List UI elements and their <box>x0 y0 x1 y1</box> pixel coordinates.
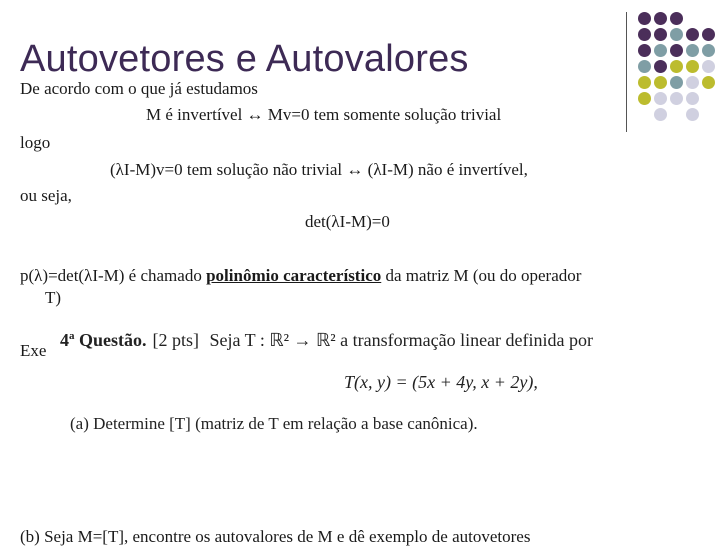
points: [2 pts] <box>152 330 199 350</box>
dot <box>654 12 667 25</box>
text-line: ou seja, <box>20 186 72 205</box>
dot <box>638 12 651 25</box>
item-a: (a) Determine [T] (matriz de T em relação a base canônica). <box>70 414 478 433</box>
dot <box>686 60 699 73</box>
dot <box>670 76 683 89</box>
characteristic-polynomial-line <box>20 266 581 286</box>
question-superscript: a <box>69 330 75 342</box>
text-line: det(λI-M)=0 <box>305 212 390 231</box>
dot <box>686 44 699 57</box>
dot <box>638 44 651 57</box>
dot <box>686 28 699 41</box>
dot <box>654 60 667 73</box>
dot <box>654 44 667 57</box>
dot <box>686 108 699 121</box>
text-line: M é invertível ↔ Mv=0 tem somente solução trivial <box>146 105 502 124</box>
dot <box>638 76 651 89</box>
text-line: T) <box>45 288 62 307</box>
dot <box>686 76 699 89</box>
exercise-image <box>58 328 658 443</box>
dot <box>702 76 715 89</box>
dot <box>654 28 667 41</box>
dot <box>654 92 667 105</box>
divider-line <box>626 12 627 132</box>
dot <box>670 12 683 25</box>
dot <box>638 60 651 73</box>
text-span: da matriz M (ou do operador <box>381 266 582 285</box>
text-line: logo <box>20 133 51 152</box>
dot <box>702 44 715 57</box>
dot <box>654 108 667 121</box>
statement: Seja T : ℝ² → ℝ² a transformação linear definida por <box>209 330 594 350</box>
question-number: 4 <box>60 330 69 350</box>
question-word: Questão. <box>79 330 147 350</box>
dot <box>638 28 651 41</box>
slide-title: Autovetores e Autovalores <box>20 38 469 80</box>
exercise-heading <box>60 330 593 351</box>
text-line: (λI-M)v=0 tem solução não trivial ↔ (λI-M) não é invertível, <box>110 160 528 179</box>
dot <box>670 28 683 41</box>
example-label: Exe <box>20 341 47 360</box>
dot <box>638 92 651 105</box>
text-line: De acordo com o que já estudamos <box>20 79 258 98</box>
dot <box>702 60 715 73</box>
key-term: polinômio característico <box>206 266 382 285</box>
dot <box>702 28 715 41</box>
bottom-line: (b) Seja M=[T], encontre os autovalores de M e dê exemplo de autovetores <box>20 527 531 546</box>
text-span: p(λ)=det(λI-M) é chamado <box>20 266 207 285</box>
dot <box>654 76 667 89</box>
dot <box>670 44 683 57</box>
formula: T(x, y) = (5x + 4y, x + 2y), <box>344 372 538 392</box>
dot <box>670 92 683 105</box>
dot <box>670 60 683 73</box>
dot <box>686 92 699 105</box>
